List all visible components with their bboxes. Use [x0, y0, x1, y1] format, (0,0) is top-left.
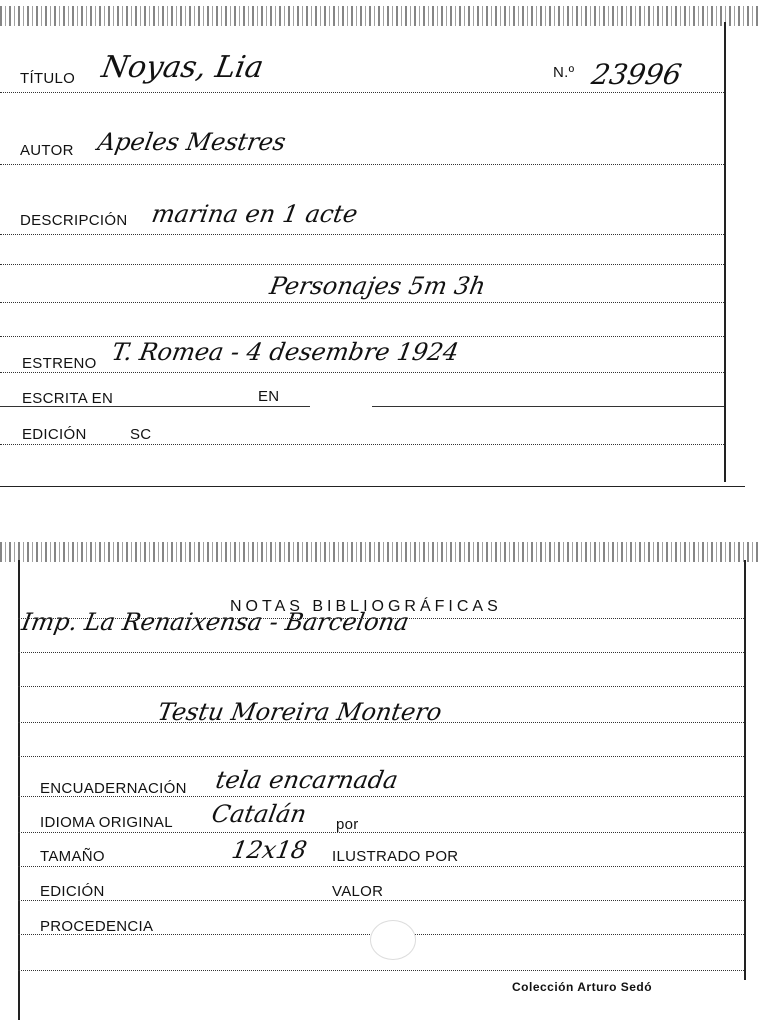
tamano-value: 12x18: [229, 836, 310, 864]
card-bottom-border: [0, 486, 745, 487]
por-label: por: [336, 816, 359, 833]
catalog-card-front: [0, 0, 759, 495]
rule: [0, 302, 724, 303]
estreno-label: ESTRENO: [22, 355, 97, 372]
valor-label: VALOR: [332, 883, 384, 900]
descripcion-label: DESCRIPCIÓN: [20, 212, 128, 229]
rule: [0, 444, 724, 445]
edicion-label-2: EDICIÓN: [40, 883, 105, 900]
numero-value: 23996: [589, 58, 684, 91]
rule: [0, 92, 724, 93]
descripcion-value: marina en 1 acte: [149, 200, 360, 228]
scan-noise-top: [0, 6, 759, 26]
titulo-label: TÍTULO: [20, 70, 76, 87]
edicion-label: EDICIÓN: [22, 426, 87, 443]
tamano-label: TAMAÑO: [40, 848, 105, 865]
rule: [0, 336, 724, 337]
card-right-border: [744, 560, 746, 980]
note-line-1: Imp. La Renaixensa - Barcelona: [19, 608, 412, 636]
autor-label: AUTOR: [20, 142, 74, 159]
rule: [18, 900, 744, 901]
titulo-value: Noyas, Lia: [98, 50, 267, 85]
edicion-value: SC: [130, 426, 152, 443]
numero-label: N.º: [553, 64, 575, 81]
catalog-card-notes: [0, 540, 759, 1028]
card-right-border: [724, 22, 726, 482]
ink-blot: [370, 920, 416, 960]
rule: [0, 164, 724, 165]
rule: [372, 406, 724, 407]
rule: [0, 264, 724, 265]
encuadernacion-value: tela encarnada: [213, 766, 401, 794]
idioma-label: IDIOMA ORIGINAL: [40, 814, 173, 831]
scan-noise-top: [0, 542, 759, 562]
rule: [18, 832, 744, 833]
escrita-label: ESCRITA EN: [22, 390, 114, 407]
procedencia-label: PROCEDENCIA: [40, 918, 154, 935]
rule: [18, 756, 744, 757]
rule: [18, 796, 744, 797]
encuadernacion-label: ENCUADERNACIÓN: [40, 780, 187, 797]
estreno-value: T. Romea - 4 desembre 1924: [109, 338, 461, 366]
rule: [0, 372, 724, 373]
rule: [18, 652, 744, 653]
rule: [18, 618, 744, 619]
card-left-border: [18, 560, 20, 1020]
rule: [0, 234, 724, 235]
autor-value: Apeles Mestres: [95, 128, 288, 156]
rule: [18, 686, 744, 687]
ilustrado-label: ILUSTRADO POR: [332, 848, 459, 865]
rule: [0, 406, 310, 407]
en-label: EN: [258, 388, 280, 405]
collection-footer: Colección Arturo Sedó: [512, 980, 653, 994]
idioma-value: Catalán: [209, 800, 309, 828]
rule: [18, 722, 744, 723]
rule: [18, 970, 744, 971]
rule: [18, 866, 744, 867]
notas-heading: NOTAS BIBLIOGRÁFICAS: [230, 598, 502, 615]
descripcion-value-2: Personajes 5m 3h: [267, 272, 488, 300]
note-line-2: Testu Moreira Montero: [155, 698, 444, 726]
